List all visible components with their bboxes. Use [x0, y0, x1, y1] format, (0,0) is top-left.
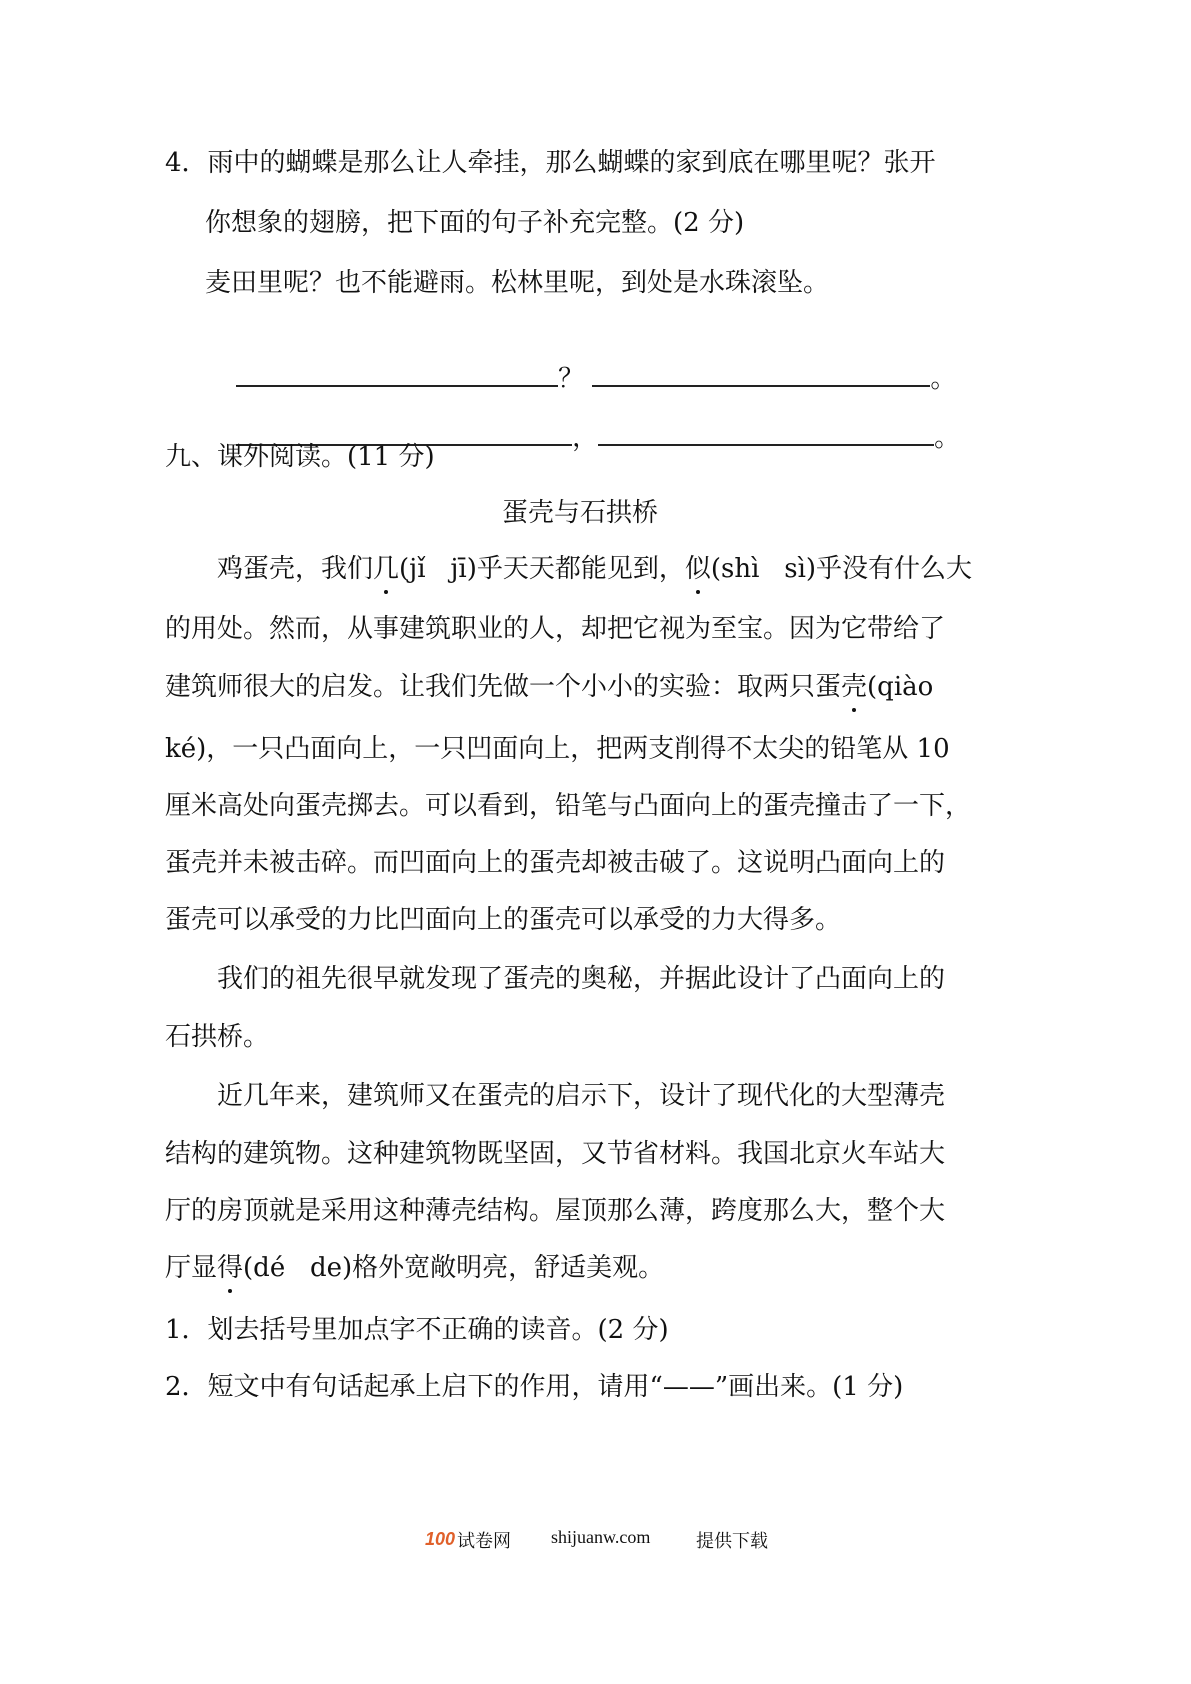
- p3-line-2: 结构的建筑物。这种建筑物既坚固，又节省材料。我国北京火车站大: [165, 1139, 946, 1169]
- p2-line-1: 我们的祖先很早就发现了蛋壳的奥秘，并据此设计了凸面向上的: [217, 964, 946, 994]
- sub-question-2: 2．短文中有句话起承上启下的作用，请用“——”画出来。(1 分): [165, 1372, 904, 1402]
- p1-line-4: ké)，一只凸面向上，一只凹面向上，把两支削得不太尖的铅笔从 10: [165, 734, 950, 764]
- p1-line-3: 建筑师很大的启发。让我们先做一个小小的实验：取两只蛋壳(qiào: [165, 672, 934, 702]
- page-footer: [0, 1527, 1191, 1557]
- passage-title: 蛋壳与石拱桥: [502, 498, 659, 528]
- p1-line-2: 的用处。然而，从事建筑职业的人，却把它视为至宝。因为它带给了: [165, 614, 946, 644]
- q4-line-2: 你想象的翅膀，把下面的句子补充完整。(2 分): [205, 208, 745, 238]
- footer-site-url[interactable]: shijuanw.com: [551, 1527, 651, 1547]
- p1-line-5: 厘米高处向蛋壳掷去。可以看到，铅笔与凸面向上的蛋壳撞击了一下，: [165, 791, 972, 821]
- q4-line-1: 4．雨中的蝴蝶是那么让人牵挂，那么蝴蝶的家到底在哪里呢？张开: [165, 148, 936, 178]
- dotted-char-de: 得: [217, 1253, 244, 1283]
- answer-blank-2[interactable]: [592, 359, 930, 387]
- p1-line-1: 鸡蛋壳，我们几(jǐ jī)乎天天都能见到，似(shì sì)乎没有什么大: [217, 554, 973, 584]
- answer-punct-4: 。: [934, 423, 961, 453]
- dotted-char-ji: 几: [373, 554, 400, 584]
- answer-blank-4[interactable]: [598, 418, 934, 446]
- footer-download-text: 提供下载: [696, 1531, 768, 1551]
- answer-blank-1[interactable]: [236, 359, 558, 387]
- dotted-char-si: 似: [684, 554, 711, 584]
- section-9-heading: 九、课外阅读。(11 分): [165, 442, 435, 472]
- q4-line-3: 麦田里呢？也不能避雨。松林里呢，到处是水珠滚坠。: [205, 268, 830, 298]
- footer-site-name: 试卷网: [457, 1531, 511, 1551]
- answer-punct-2: 。: [930, 364, 957, 394]
- p2-line-2: 石拱桥。: [165, 1022, 270, 1052]
- p3-line-1: 近几年来，建筑师又在蛋壳的启示下，设计了现代化的大型薄壳: [217, 1081, 946, 1111]
- answer-punct-1: ？: [558, 364, 585, 394]
- p1-line-6: 蛋壳并未被击碎。而凹面向上的蛋壳却被击破了。这说明凸面向上的: [165, 848, 946, 878]
- sub-question-1: 1．划去括号里加点字不正确的读音。(2 分): [165, 1315, 669, 1345]
- site-logo: 100: [425, 1529, 456, 1549]
- p3-line-4: 厅显得(dé de)格外宽敞明亮，舒适美观。: [165, 1253, 665, 1283]
- p1-line-7: 蛋壳可以承受的力比凹面向上的蛋壳可以承受的力大得多。: [165, 905, 842, 935]
- dotted-char-qiao: 壳: [841, 672, 868, 702]
- p3-line-3: 厅的房顶就是采用这种薄壳结构。屋顶那么薄，跨度那么大，整个大: [165, 1196, 946, 1226]
- answer-punct-3: ，: [572, 423, 599, 453]
